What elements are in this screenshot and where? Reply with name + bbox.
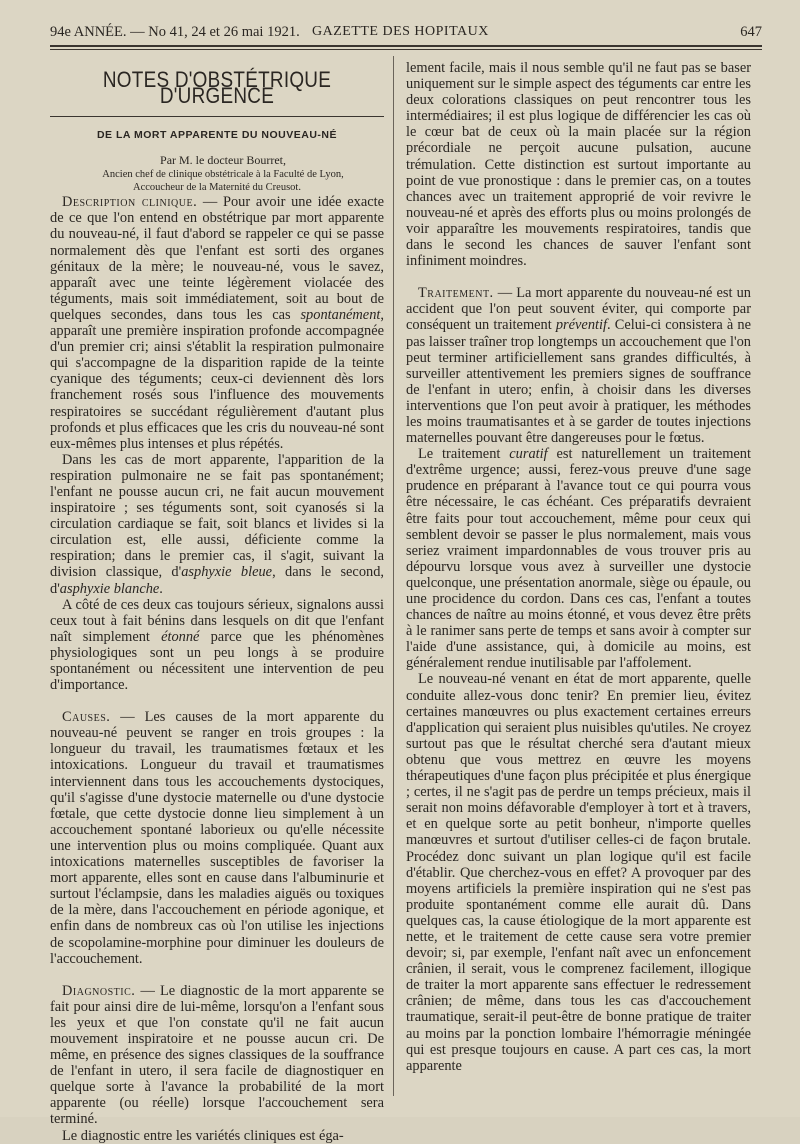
subheading-diagnostic: Diagnostic.: [62, 982, 136, 999]
italic-run: préventif: [555, 317, 608, 334]
article-title: DE LA MORT APPARENTE DU NOUVEAU-NÉ: [96, 129, 338, 142]
italic-run: asphyxie blanche: [59, 580, 160, 597]
italic-run: spontanément: [300, 306, 381, 323]
text-run: A côté de ces deux cas toujours sérieux, signalons aussi ceux tout à fait bénins dans lesquels on dit que l'enfant naît simplement: [50, 596, 384, 645]
paragraph-treatment-2: [406, 446, 751, 671]
page-number: 647: [740, 24, 762, 40]
text-run: — Pour avoir une idée exacte de ce que l'on entend en obstétrique par mort apparente du nouveau-né, il faut d'abord se rappeler ce qui se passe normalement dès que l'enfant est sorti des organes génitaux de la mère; le nouveau-né, vous le savez, apparaît avec une teinte légèrement violacée des téguments, mais soit immédiatement, soit au bout de quelques secondes, dans tous les cas: [50, 194, 384, 323]
author-affiliation: [50, 168, 384, 194]
spacer: [50, 693, 384, 709]
text-run: est naturellement un traitement d'extrême urgence; aussi, ferez-vous preuve d'une sage prudence en préparant à l'avance tout ce qui pourra vous être nécessaire, le cas échéant. Ces préparatifs devraient être faits pour tout accouchement, même pour ceux qui semblent devoir se passer le plus normalement, mais vous seriez vraiment impardonnables de vous trouver pris au dépourvu lorsque vous avez à surveiller une dystocie quelconque, une présentation anormale, siège ou épaule, ou une procidence du cordon. Dans ces cas, l'enfant a toutes chances de naître au moins étonné, et vous devez être prêts à le ranimer sans perte de temps et sans avoir à compter sur l'aide d'une assistance, qui, à domicile au moins, est généralement rendue inutilisable par l'affolement.: [406, 446, 751, 672]
paragraph-description-2: [50, 452, 384, 597]
italic-run: étonné: [161, 628, 200, 645]
affiliation-line-2: Accoucheur de la Maternité du Creusot.: [133, 182, 301, 194]
text-run: , dans le second, d': [50, 564, 385, 597]
paragraph-description-1: [50, 194, 384, 452]
paragraph-treatment-1: [406, 285, 751, 446]
text-run: .: [159, 580, 163, 597]
paragraph-treatment-3: Le nouveau-né venant en état de mort apparente, quelle conduite allez-vous donc tenir? En premier lieu, évitez certaines manœuvres ou plus exactement certaines erreurs d'application qui seraient plus nuisibles qu'utiles. Ne croyez surtout pas que le résultat cherché sera d'autant mieux obtenu que vous mettrez en œuvre les moyens thérapeutiques d'une façon plus précipitée et plus énergique ; certes, il ne s'agit pas de perdre un temps précieux, mais il serait non moins défavorable d'employer à tort et à travers, et en quelque sorte au petit bonheur, n'importe quelles manœuvres et surtout d'utiliser celles-ci de façon brutale. Procédez donc suivant un plan logique qu'il est facile d'établir. Que cherchez-vous en effet? A provoquer par des moyens artificiels la première inspiration qui ne s'est pas produite spontanément comme elle aurait dû. Dans quelques cas, la cause étiologique de la mort apparente est nette, et le traitement de cette cause sera votre premier devoir; si, par exemple, l'enfant naît avec un enfoncement crânien, il serait, vous le comprenez facilement, illogique de traiter la mort apparente sans effectuer le redressement crânien; de même, dans tous les cas d'accouchement traumatique, serait-il peut-être de bonne pratique de traiter au moins par la ponction lombaire l'hémorragie méningée qui est presque toujours en cause. A part ces cas, la mort apparente: [406, 671, 751, 1074]
title-rule: [50, 116, 384, 117]
header-rule: [50, 45, 762, 47]
text-run: Dans les cas de mort apparente, l'apparition de la respiration pulmonaire ne se fait pas spontanément; l'enfant ne pousse aucun cri, ne fait aucun mouvement inspiratoire ; ses téguments sont, soit cyanosés si la circulation cardiaque se fait, soit blancs et livides si la circulation est, elle aussi, déficiente comme la respiration; dans le premier cas, il s'agit, suivant la division classique, d': [50, 451, 384, 581]
running-header: [50, 18, 762, 44]
paragraph-causes: [50, 709, 384, 967]
text-run: — La mort apparente du nouveau-né est un accident que l'on peut souvent éviter, qui comporte par conséquent un traitement: [406, 285, 751, 334]
text-run: . Celui-ci consistera à ne pas laisser traîner trop longtemps un accouchement que l'on peut terminer artificiellement sans grandes difficultés, à surveiller attentivement les premiers signes de souffrance de l'enfant in utero; enfin, à choisir dans les diverses interventions que l'on peut avoir à pratiquer, les méthodes les moins traumatisantes et à se garder de toutes injections maternelles pouvant être dangereuses pour le fœtus.: [406, 317, 751, 447]
subheading-description: Description clinique.: [62, 194, 198, 211]
left-column: [50, 60, 384, 1144]
right-column: [406, 60, 751, 1074]
italic-run: asphyxie bleue: [181, 564, 273, 581]
subheading-treatment: Traitement.: [418, 285, 494, 302]
text-run: — Le diagnostic de la mort apparente se fait pour ainsi dire de lui-même, lorsqu'on a l'enfant sous les yeux et que l'on constate qu'il ne fait aucun mouvement inspiratoire et ne pousse aucun cri. De même, en présence des signes classiques de la souffrance de l'enfant in utero, il sera facile de diagnostiquer en quelque sorte à l'avance la probabilité de la mort apparente (ou réelle) lorsque l'accouchement sera terminé.: [50, 982, 384, 1128]
journal-title: GAZETTE DES HOPITAUX: [312, 24, 489, 39]
text-run: , apparaît une première inspiration profonde accompagnée d'un premier cri; ainsi s'établit la respiration pulmonaire qui s'accompagne de la disparition rapide de la teinte cyanique des téguments; ceux-ci deviennent dès lors franchement rosés sous l'influence des mouvements respiratoires se succédant régulièrement d'autant plus profonds et plus efficaces que les cris du nouveau-né sont eux-mêmes plus intenses et plus répétés.: [50, 306, 384, 452]
spacer: [406, 269, 751, 285]
affiliation-line-1: Ancien chef de clinique obstétricale à la Faculté de Lyon,: [102, 169, 344, 181]
byline: Par M. le docteur Bourret,: [160, 153, 286, 168]
paragraph-diagnostic-1: [50, 983, 384, 1128]
header-rule-thin: [50, 49, 762, 50]
spacer: [50, 967, 384, 983]
column-divider: [393, 56, 394, 1096]
italic-run: curatif: [509, 446, 548, 463]
text-run: Le traitement: [418, 446, 510, 463]
section-title: NOTES D'OBSTÉTRIQUE D'URGENCE: [102, 67, 332, 109]
text-run: — Les causes de la mort apparente du nouveau-né peuvent se ranger en trois groupes : la longueur du travail, les traumatismes fœtaux et les intoxications. Longueur du travail et traumatismes interviennent dans tous les accouchements dystociques, qu'il s'agisse d'une dystocie maternelle ou d'une dystocie fœtale, que cette dystocie donne lieu simplement à un accouchement spontané laborieux ou qu'elle nécessite une intervention plus ou moins compliquée. Quant aux intoxications maternelles susceptibles de favoriser la mort apparente, elles sont en cause dans l'albuminurie et surtout l'éclampsie, dans les maladies aiguës ou toxiques de la mère, dans l'accouchement en période agonique, et enfin dans de nombreux cas où l'on utilise les injections de scopolamine-morphine pour diminuer les douleurs de l'accouchement.: [50, 709, 384, 967]
paragraph-diagnostic-2: Le diagnostic entre les variétés cliniques est éga-: [62, 1127, 344, 1144]
issue-info: 94e ANNÉE. — No 41, 24 et 26 mai 1921.: [50, 24, 300, 40]
text-run: parce que les phénomènes physiologiques sont un peu longs à se produire spontanément ou nécessitent une intervention de peu d'importance.: [50, 628, 384, 694]
subheading-causes: Causes.: [62, 709, 111, 726]
paragraph-continued: lement facile, mais il nous semble qu'il ne faut pas se baser uniquement sur le simple aspect des téguments car entre les deux colorations classiques on peut rencontrer tous les intermédiaires; il est plus logique de différencier les cas où le cœur bat de ceux où la main placée sur la région précordiale ne perçoit aucune pulsation, aucune trémulation. Cette distinction est surtout importante au point de vue pronostique : dans le premier cas, on a toutes chances avec un traitement approprié de voir revivre le nouveau-né et après des efforts plus ou moins prolongés de voir apparaître les mouvements respiratoires, tandis que dans le second les chances de sauver l'enfant sont infiniment moindres.: [406, 60, 751, 270]
paragraph-description-3: [50, 597, 384, 694]
